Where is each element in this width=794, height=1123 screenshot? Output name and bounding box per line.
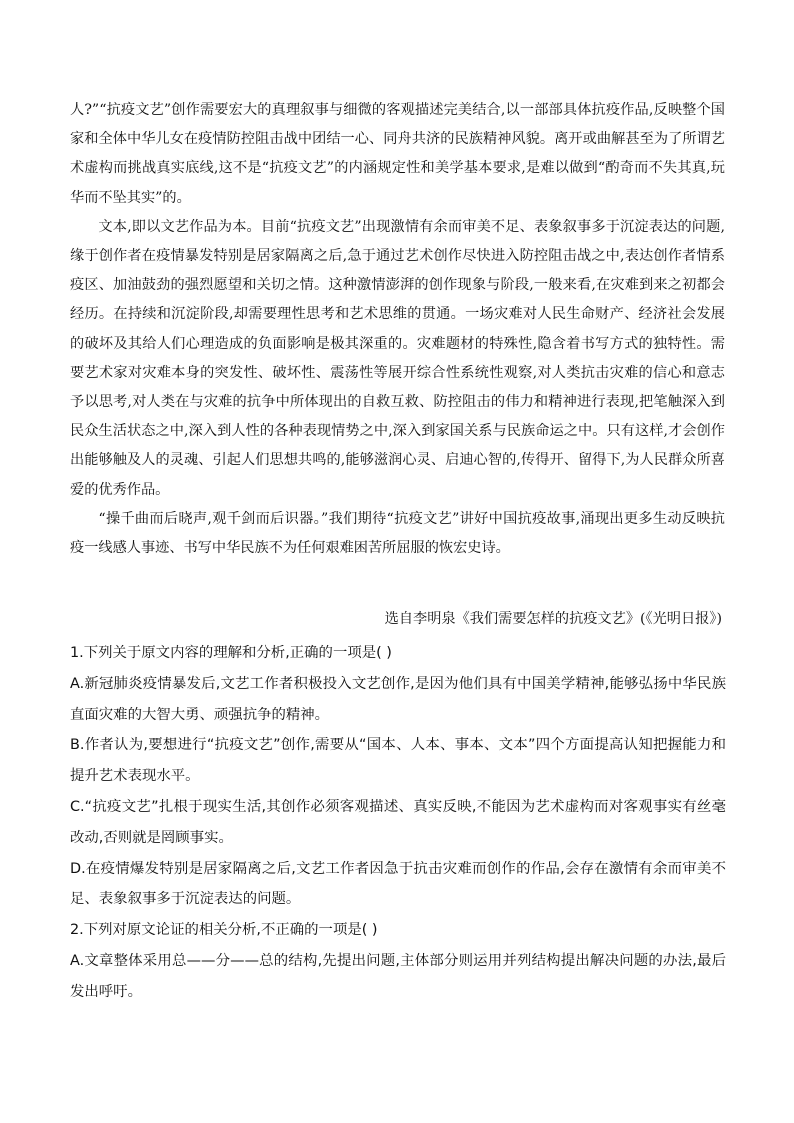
question-2-option-a: A.文章整体采用总——分——总的结构,先提出问题,主体部分则运用并列结构提出解决问题的办法,最后发出呼吁。 xyxy=(70,952,726,1000)
question-1-stem: 1.下列关于原文内容的理解和分析,正确的一项是( ) xyxy=(70,645,392,661)
passage-paragraph: 文本,即以文艺作品为本。目前“抗疫文艺”出现激情有余而审美不足、表象叙事多于沉淀表达的问题,缘于创作者在疫情暴发特别是居家隔离之后,急于通过艺术创作尽快进入防控阻击战之中,表达创作者情系疫区、加油鼓劲的强烈愿望和关切之情。这种激情澎湃的创作现象与阶段,一般来看,在灾难到来之初都会经历。在持续和沉淀阶段,却需要理性思考和艺术思维的贯通。一场灾难对人民生命财产、经济社会发展的破坏及其给人们心理造成的负面影响是极其深重的。灾难题材的特殊性,隐含着书写方式的独特性。需要艺术家对灾难本身的突发性、破坏性、震荡性等展开综合性系统性观察,对人类抗击灾难的信心和意志予以思考,对人类在与灾难的抗争中所体现出的自救互救、防控阻击的伟力和精神进行表现,把笔触深入到民众生活状态之中,深入到人性的各种表现情势之中,深入到家国关系与民族命运之中。只有这样,才会创作出能够触及人的灵魂、引起人们思想共鸣的,能够滋润心灵、启迪心智的,传得开、留得下,为人民群众所喜爱的优秀作品。 xyxy=(70,218,725,498)
passage-source: 选自李明泉《我们需要怎样的抗疫文艺》(《光明日报》) xyxy=(384,611,722,627)
question-1-option-c: C.“抗疫文艺”扎根于现实生活,其创作必须客观描述、真实反映,不能因为艺术虚构而对客观事实有丝毫改动,否则就是罔顾事实。 xyxy=(70,798,726,846)
reading-passage xyxy=(70,96,725,563)
passage-paragraph: “操千曲而后晓声,观千剑而后识器。”我们期待“抗疫文艺”讲好中国抗疫故事,涌现出更多生动反映抗疫一线感人事迹、书写中华民族不为任何艰难困苦所屈服的恢宏史诗。 xyxy=(70,510,725,557)
question-section xyxy=(70,638,726,1008)
question-1-option-a: A.新冠肺炎疫情暴发后,文艺工作者积极投入文艺创作,是因为他们具有中国美学精神,能够弘扬中华民族直面灾难的大智大勇、顽强抗争的精神。 xyxy=(70,675,726,723)
question-2-stem: 2.下列对原文论证的相关分析,不正确的一项是( ) xyxy=(70,922,378,939)
passage-paragraph: 人?”“抗疫文艺”创作需要宏大的真理叙事与细微的客观描述完美结合,以一部部具体抗疫作品,反映整个国家和全体中华儿女在疫情防控阻击战中团结一心、同舟共济的民族精神风貌。离开或曲解甚至为了所谓艺术虚构而挑战真实底线,这不是“抗疫文艺”的内涵规定性和美学基本要求,是难以做到“酌奇而不失其真,玩华而不坠其实”的。 xyxy=(70,102,725,206)
question-1-option-d: D.在疫情爆发特别是居家隔离之后,文艺工作者因急于抗击灾难而创作的作品,会存在激情有余而审美不足、表象叙事多于沉淀表达的问题。 xyxy=(70,860,726,908)
question-1-option-b: B.作者认为,要想进行“抗疫文艺”创作,需要从“国本、人本、事本、文本”四个方面提高认知把握能力和提升艺术表现水平。 xyxy=(70,737,726,785)
